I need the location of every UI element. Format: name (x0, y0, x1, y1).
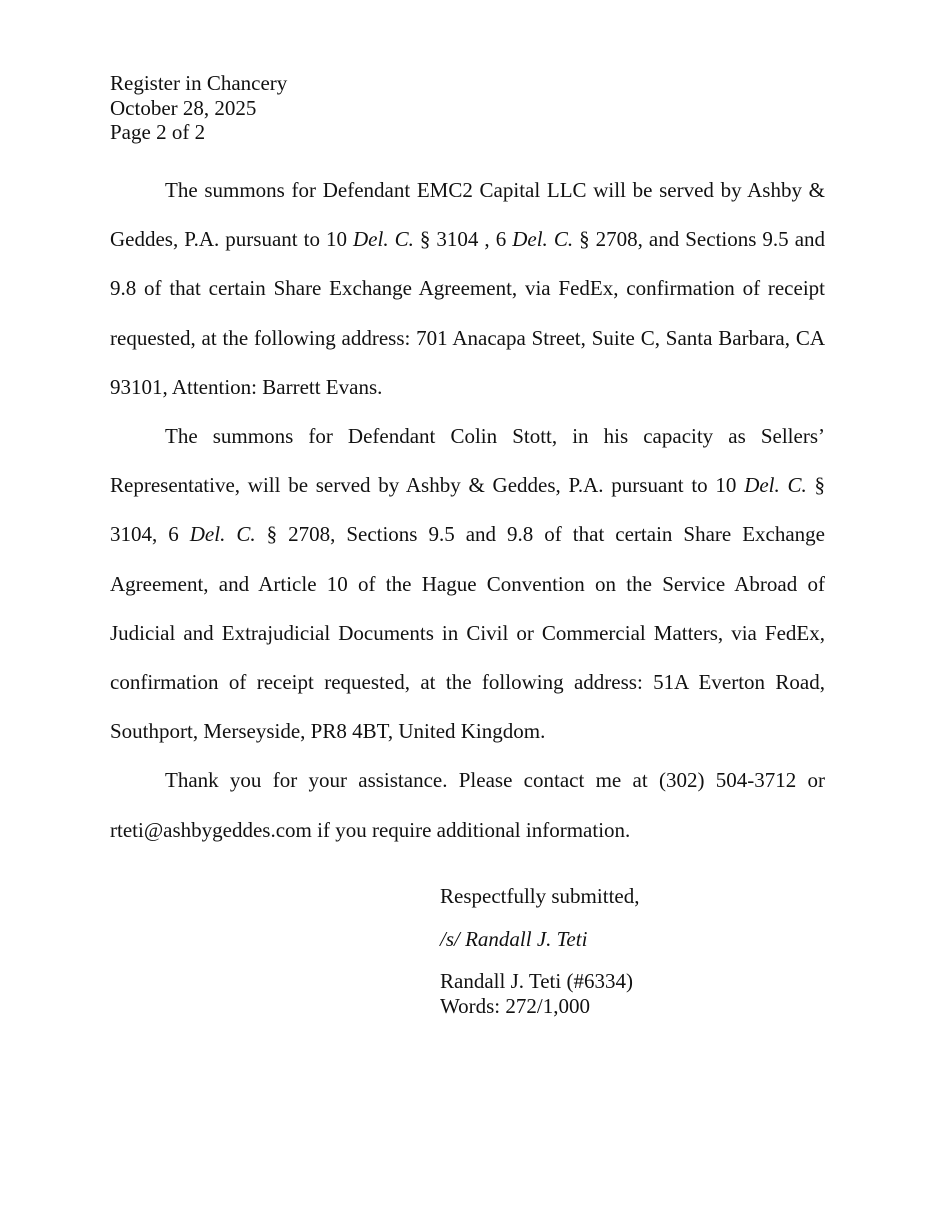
p2-citation-2: Del. C. (189, 522, 256, 547)
p1-text-3: § 2708, and Sections 9.5 and 9.8 of that certain Share Exchange Agreement, via FedEx, confirmation of receipt requested, at the following address: 701 Anacapa Street, Suite C, Santa Barbara, CA 93101, Attention: Barrett Evans. (110, 227, 826, 399)
p1-citation-1: Del. C. (353, 227, 414, 252)
closing-line: Respectfully submitted, (440, 884, 640, 908)
p2-text-3: § 2708, Sections 9.5 and 9.8 of that certain Share Exchange Agreement, and Article 10 of the Hague Convention on the Service Abroad of Judicial and Extrajudicial Documents in Civil or Commercial Matters, via FedEx, confirmation of receipt requested, at the following address: 51A Everton Road, Southport, Merseyside, PR8 4BT, United Kingdom. (110, 522, 825, 744)
p2-text-1: The summons for Defendant Colin Stott, in his capacity as Sellers’ Representative, will be served by Ashby & Geddes, P.A. pursuant to 10 (110, 424, 825, 498)
page-number: Page 2 of 2 (110, 120, 206, 144)
signature-block (440, 884, 639, 1018)
recipient-line: Register in Chancery (110, 71, 288, 95)
word-count: Words: 272/1,000 (440, 993, 590, 1018)
letter-header (110, 71, 287, 145)
paragraph-emc2-service (110, 166, 825, 412)
p1-text-2: § 3104 , 6 (413, 227, 513, 252)
electronic-signature: /s/ Randall J. Teti (440, 926, 588, 951)
paragraph-stott-service (110, 412, 825, 756)
p1-text-1: The summons for Defendant EMC2 Capital LLC will be served by Ashby & Geddes, P.A. pursuant to 10 (110, 178, 825, 252)
p1-citation-2: Del. C. (512, 227, 574, 252)
letter-body (110, 166, 825, 855)
paragraph-thank-you (110, 756, 825, 854)
p2-text-2: § 3104, 6 (110, 473, 826, 547)
p2-citation-1: Del. C. (744, 473, 807, 498)
p3-text: Thank you for your assistance. Please contact me at (302) 504-3712 or rteti@ashbygeddes.com if you require additional information. (110, 768, 825, 842)
signer-name: Randall J. Teti (#6334) (440, 969, 633, 993)
date-line: October 28, 2025 (110, 95, 257, 120)
